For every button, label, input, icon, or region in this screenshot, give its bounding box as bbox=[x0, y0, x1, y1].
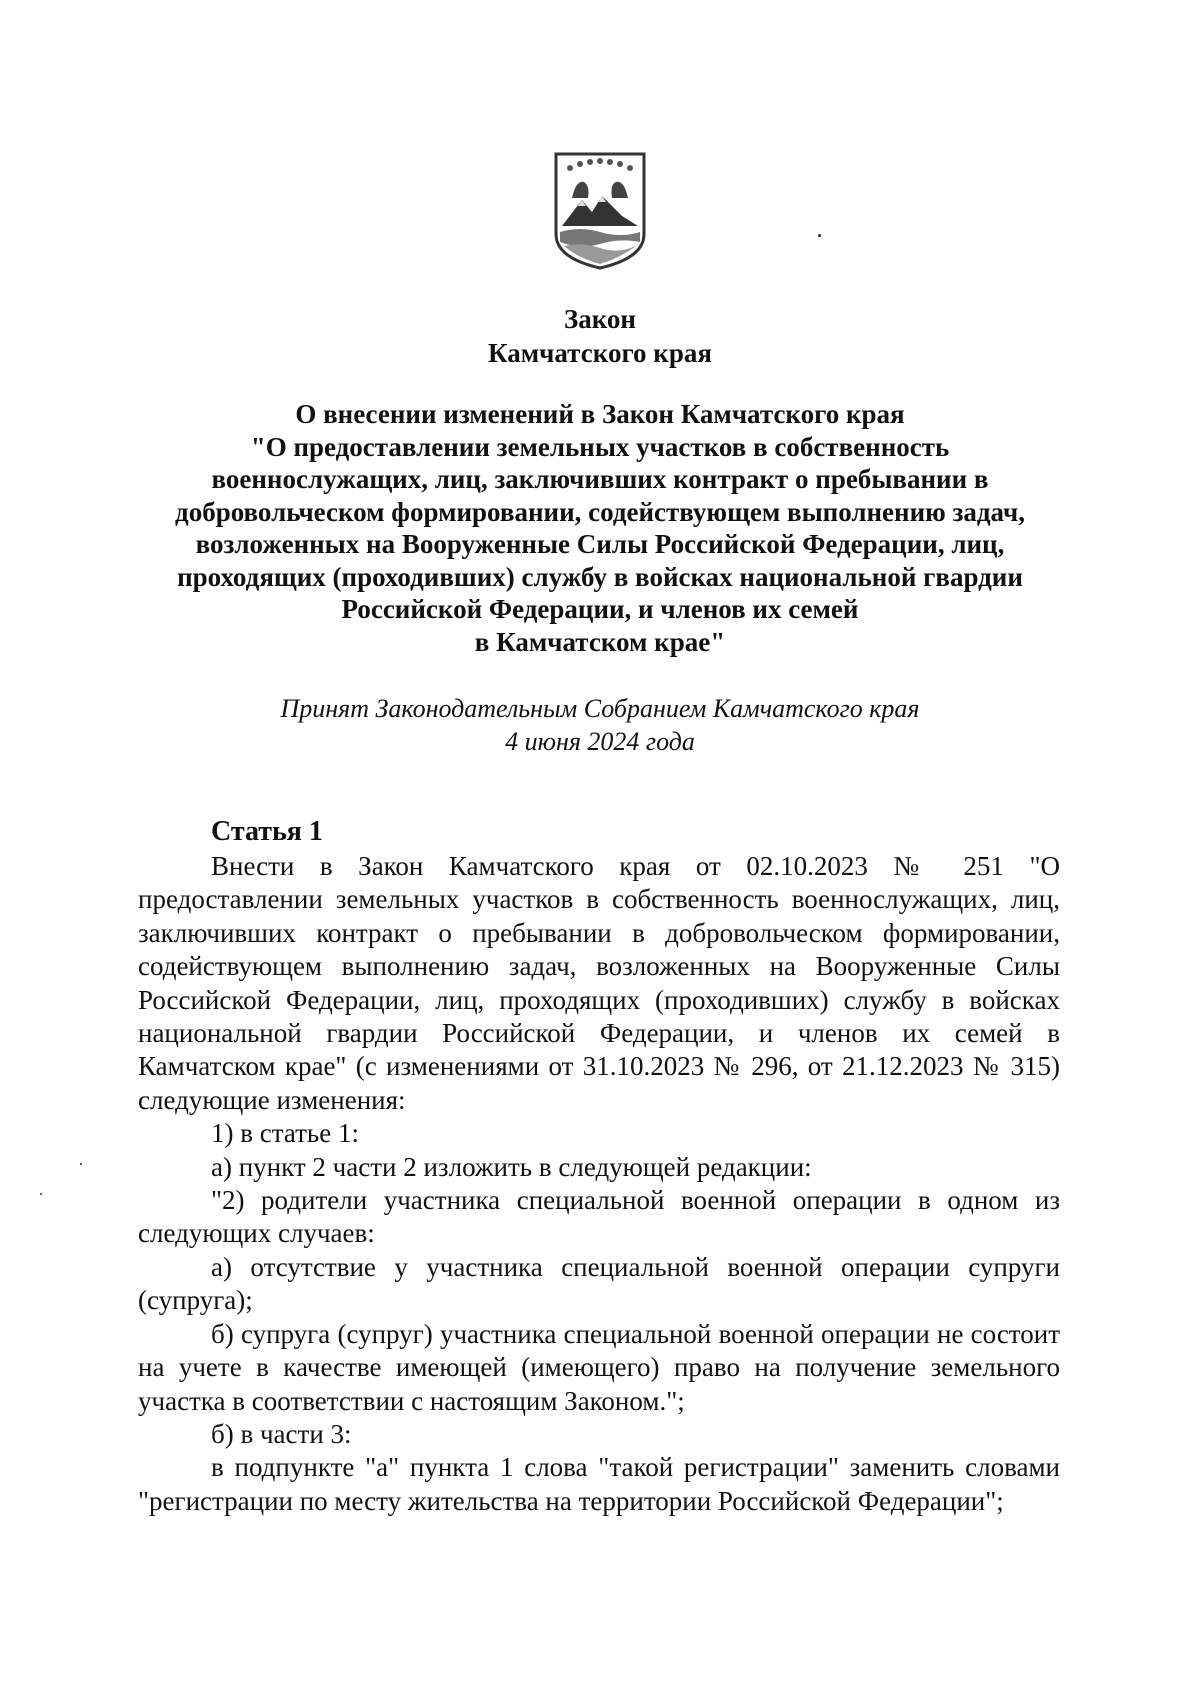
scan-speck bbox=[40, 1193, 42, 1195]
article-paragraph: 1) в статье 1: bbox=[211, 1118, 359, 1149]
subject-line: военнослужащих, лиц, заключивших контракт о пребывании в bbox=[211, 464, 989, 494]
article-paragraph: а) отсутствие у участника специальной военной операции супруги (супруга); bbox=[138, 1251, 1060, 1316]
article-paragraph: б) супруга (супруг) участника специальной военной операции не состоит на учете в качестве имеющей (имеющего) право на получение земельного участка в соответствии с настоящим Законом."; bbox=[138, 1318, 1060, 1416]
article-paragraph: "2) родители участника специальной военной операции в одном из следующих случаев: bbox=[138, 1185, 1060, 1249]
article-body bbox=[138, 850, 1060, 1518]
law-subject bbox=[130, 398, 1070, 658]
subject-line: добровольческом формировании, содействующем выполнению задач, bbox=[175, 496, 1025, 527]
adoption-note bbox=[130, 692, 1070, 758]
article-paragraph: Внести в Закон Камчатского края от 02.10.2023 № 251 "О предоставлении земельных участков в собственность военнослужащих, лиц, заключивших контракт о пребывании в добровольческом формировании, содействующем выполнению задач, возложенных на Вооруженные Силы Российской Федерации, лиц, проходящих (проходивших) службу в войсках национальной гвардии Российской Федерации, и членов их семей в Камчатском крае" (с изменениями от 31.10.2023 № 296, от 21.12.2023 № 315) следующие изменения: bbox=[138, 851, 1060, 1115]
article-paragraph: б) в части 3: bbox=[211, 1418, 352, 1449]
article-heading: Статья 1 bbox=[211, 816, 323, 847]
scan-speck bbox=[80, 1163, 82, 1165]
coat-of-arms-emblem bbox=[550, 146, 650, 270]
article-paragraph: в подпункте "а" пункта 1 слова "такой регистрации" заменить словами "регистрации по месту жительства на территории Российской Федерации"; bbox=[138, 1452, 1060, 1516]
law-title bbox=[130, 302, 1070, 370]
adoption-body: Принят Законодательным Собранием Камчатского края bbox=[280, 694, 920, 723]
subject-line: в Камчатском крае" bbox=[474, 626, 726, 657]
subject-line: возложенных на Вооруженные Силы Российской Федерации, лиц, bbox=[195, 529, 1005, 559]
scan-speck bbox=[818, 234, 821, 237]
law-title-line1: Закон bbox=[563, 304, 636, 334]
law-title-line2: Камчатского края bbox=[488, 338, 712, 368]
adoption-date: 4 июня 2024 года bbox=[505, 727, 695, 756]
subject-line: О внесении изменений в Закон Камчатского края bbox=[295, 399, 905, 429]
subject-line: проходящих (проходивших) службу в войсках национальной гвардии bbox=[177, 561, 1023, 592]
article-paragraph: а) пункт 2 части 2 изложить в следующей редакции: bbox=[211, 1151, 812, 1182]
subject-line: "О предоставлении земельных участков в собственность bbox=[250, 431, 950, 462]
subject-line: Российской Федерации, и членов их семей bbox=[341, 594, 859, 624]
